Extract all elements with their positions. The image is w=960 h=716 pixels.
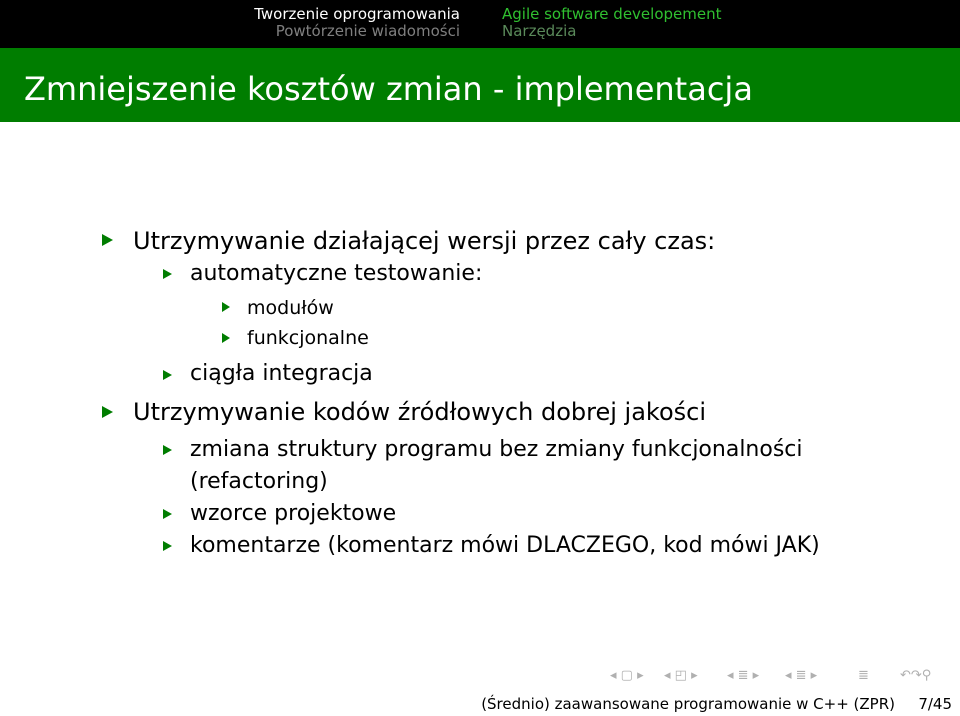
bullet-icon: [163, 445, 172, 455]
nav-subsection-icon[interactable]: ◂ ◰ ▸: [664, 668, 698, 683]
subsection-next[interactable]: Narzędzia: [502, 22, 577, 40]
header-bar: [0, 0, 960, 48]
list-item: ciągła integracja: [190, 361, 373, 386]
nav-align-icon[interactable]: ≣: [858, 668, 869, 683]
header-section-right[interactable]: [480, 0, 960, 48]
footer-bar: [0, 693, 960, 716]
section-next[interactable]: Agile software developement: [502, 5, 722, 23]
bullet-icon: [222, 302, 230, 312]
list-item: automatyczne testowanie:: [190, 261, 483, 286]
subsection-current[interactable]: Powtórzenie wiadomości: [275, 22, 460, 40]
list-item-continuation: (refactoring): [190, 469, 328, 494]
section-current[interactable]: Tworzenie oprogramowania: [254, 5, 460, 23]
list-item: zmiana struktury programu bez zmiany funkcjonalności: [190, 437, 803, 462]
list-item: Utrzymywanie działającej wersji przez cały czas:: [133, 227, 716, 255]
nav-search-icon[interactable]: ↶↷⚲: [900, 668, 932, 683]
header-section-left[interactable]: [0, 0, 480, 48]
bullet-icon: [163, 509, 172, 519]
list-item: wzorce projektowe: [190, 501, 397, 526]
bullet-icon: [163, 541, 172, 551]
bullet-icon: [102, 406, 113, 418]
list-item: komentarze (komentarz mówi DLACZEGO, kod mówi JAK): [190, 533, 820, 558]
bullet-icon: [163, 269, 172, 279]
page-number: 7/45: [918, 695, 952, 713]
list-item: Utrzymywanie kodów źródłowych dobrej jakości: [133, 398, 706, 426]
footer-right: [470, 693, 960, 716]
list-item: modułów: [247, 297, 334, 319]
nav-frame-icon[interactable]: ◂ ▢ ▸: [610, 668, 644, 683]
bullet-icon: [222, 333, 230, 343]
list-item: funkcjonalne: [247, 327, 369, 349]
bullet-icon: [102, 234, 113, 246]
nav-subsubsection-icon[interactable]: ◂ ≣ ▸: [785, 668, 818, 683]
footer-left: [0, 693, 470, 716]
footer-title: (Średnio) zaawansowane programowanie w C++ (ZPR): [481, 695, 895, 713]
bullet-icon: [163, 370, 172, 380]
frame-title: Zmniejszenie kosztów zmian - implementacja: [24, 70, 753, 108]
nav-section-icon[interactable]: ◂ ≣ ▸: [727, 668, 760, 683]
